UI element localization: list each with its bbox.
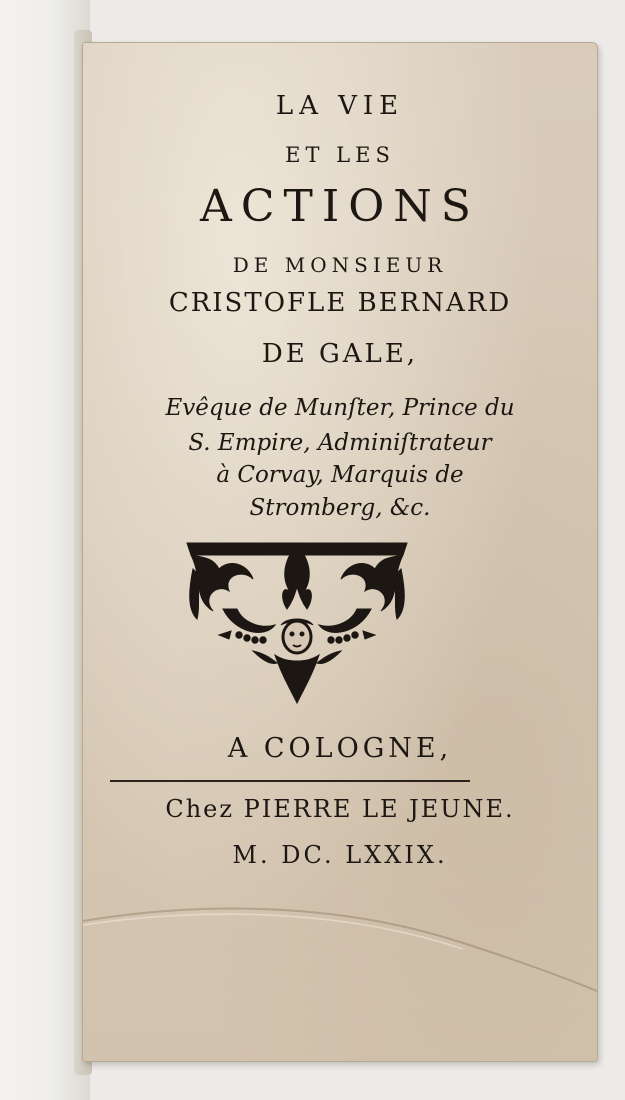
title-line-de-gale: DE GALE, [261,339,419,369]
imprint-printer: Chez PIERRE LE JEUNE. [165,795,515,823]
subtitle-line-2: S. Empire, Adminiſtrateur [188,430,492,456]
imprint-rule [110,780,470,782]
subtitle-line-4: Stromberg, &c. [249,495,431,521]
title-page [82,42,598,1062]
title-line-la-vie: LA VIE [275,91,405,121]
title-line-et-les: ET LES [285,143,395,167]
title-line-de-monsieur: DE MONSIEUR [232,253,448,277]
title-line-name: CRISTOFLE BERNARD [168,288,512,318]
title-line-actions: ACTIONS [200,181,480,232]
subtitle-line-1: Evêque de Munſter, Prince du [165,395,515,421]
subtitle-line-3: à Corvay, Marquis de [216,462,464,488]
floral-vignette-icon [183,539,411,705]
imprint-place: A COLOGNE, [227,733,453,764]
imprint-year: M. DC. LXXIX. [232,841,448,869]
paper-crease-mark [83,873,597,993]
